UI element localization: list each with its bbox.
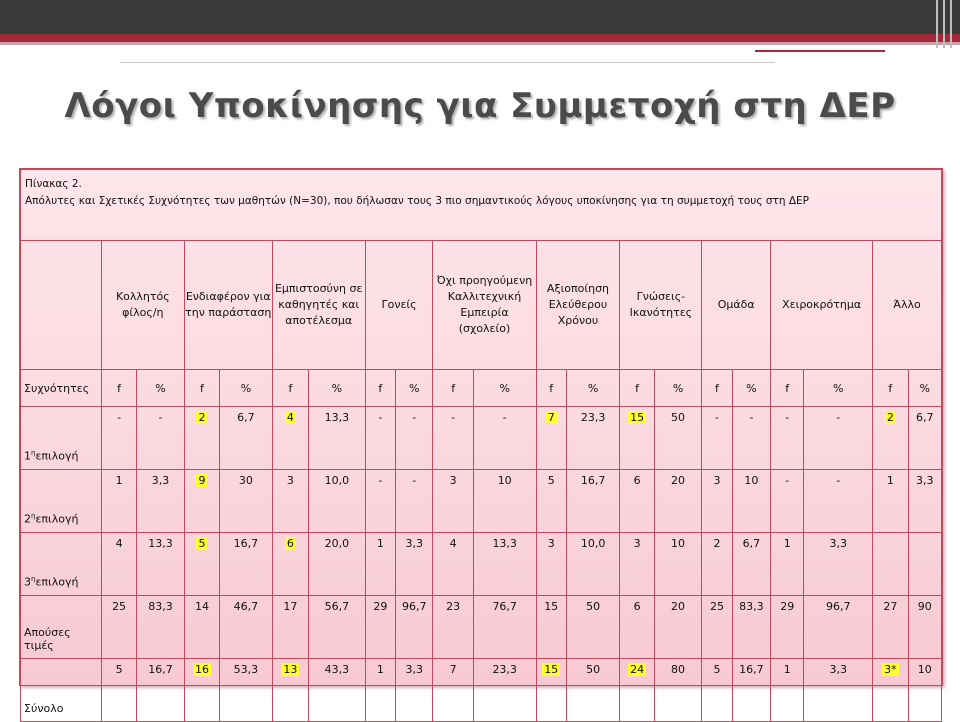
percent-column-header: %	[654, 370, 702, 407]
percent-value-cell	[654, 596, 702, 659]
percent-value-cell	[908, 533, 941, 596]
cell-value: 3,3	[151, 474, 170, 487]
f-value-cell	[771, 470, 804, 533]
cell-value: 15	[544, 663, 559, 676]
f-value-cell	[536, 533, 566, 596]
f-value-cell	[101, 407, 136, 470]
percent-column-header: %	[732, 370, 770, 407]
f-value-cell	[272, 407, 308, 470]
row-label-superscript: η	[31, 512, 36, 521]
percent-value-cell	[137, 470, 185, 533]
cell-value: 5	[713, 663, 721, 676]
f-value-cell	[365, 596, 395, 659]
row-label: Συχνότητες	[21, 370, 102, 407]
cell-value: -	[502, 411, 507, 424]
cell-value: 30	[238, 474, 253, 487]
category-header: Γνώσεις- Ικανότητες	[620, 241, 702, 370]
f-value-cell	[101, 659, 136, 722]
cell-value: 13,3	[492, 537, 517, 550]
f-value-cell	[873, 533, 908, 596]
row-label	[21, 533, 102, 596]
cell-value: 10	[744, 474, 759, 487]
cell-value: 25	[709, 600, 724, 613]
percent-value-cell	[566, 659, 620, 722]
cell-value: -	[836, 474, 841, 487]
f-value-cell	[101, 470, 136, 533]
percent-value-cell	[654, 407, 702, 470]
f-value-cell	[620, 470, 654, 533]
percent-column-header: %	[396, 370, 433, 407]
percent-column-header: %	[908, 370, 941, 407]
cell-value: 27	[883, 600, 898, 613]
table-row	[21, 533, 942, 596]
row-label	[21, 659, 102, 722]
cell-value: 7	[449, 663, 457, 676]
cell-value: 23,3	[580, 411, 606, 424]
cell-value: 7	[547, 411, 555, 424]
f-value-cell	[620, 533, 654, 596]
cell-value: -	[412, 411, 417, 424]
f-value-cell	[873, 659, 908, 722]
caption-row	[21, 170, 942, 241]
row-label	[21, 596, 102, 659]
f-value-cell	[536, 659, 566, 722]
f-value-cell	[433, 407, 473, 470]
top-bar	[0, 0, 960, 34]
f-value-cell	[433, 659, 473, 722]
cell-value: 13,3	[148, 537, 173, 550]
cell-value: 16	[194, 663, 209, 676]
cell-value: 20	[671, 474, 686, 487]
f-value-cell	[536, 596, 566, 659]
category-header: Γονείς	[365, 241, 433, 370]
cell-value: -	[378, 411, 383, 424]
cell-value: 10,0	[324, 474, 350, 487]
percent-value-cell	[396, 533, 433, 596]
cell-value: 14	[194, 600, 209, 613]
f-column-header: f	[620, 370, 654, 407]
cell-value: 1	[115, 474, 123, 487]
cell-value: 4	[286, 411, 294, 424]
percent-value-cell	[654, 470, 702, 533]
cell-value: 4	[115, 537, 123, 550]
f-value-cell	[365, 659, 395, 722]
accent-line-red	[755, 50, 885, 52]
percent-value-cell	[309, 659, 366, 722]
cell-value: 1	[376, 537, 384, 550]
cell-value: 50	[586, 663, 601, 676]
cell-value: 24	[630, 663, 645, 676]
row-label	[21, 470, 102, 533]
cell-value: -	[785, 411, 790, 424]
cell-value: 3	[633, 537, 641, 550]
table-caption	[21, 170, 942, 241]
percent-value-cell	[566, 596, 620, 659]
percent-value-cell	[908, 407, 941, 470]
percent-value-cell	[220, 407, 273, 470]
cell-value: 2	[713, 537, 721, 550]
f-value-cell	[702, 407, 732, 470]
table-body	[21, 407, 942, 722]
decorative-stripe	[943, 0, 945, 48]
cell-value: 5	[198, 537, 206, 550]
cell-value: 3	[449, 474, 457, 487]
f-column-header: f	[365, 370, 395, 407]
percent-value-cell	[654, 533, 702, 596]
cell-value: 3,3	[916, 474, 934, 487]
cell-value: -	[785, 474, 790, 487]
percent-value-cell	[473, 533, 536, 596]
f-value-cell	[184, 659, 219, 722]
cell-value: -	[412, 474, 417, 487]
cell-value: 10	[671, 537, 686, 550]
data-table	[20, 169, 942, 722]
category-header: Εμπιστοσύνη σε καθηγητές και αποτέλεσμα	[272, 241, 365, 370]
f-value-cell	[620, 407, 654, 470]
percent-column-header: %	[473, 370, 536, 407]
cell-value: 6	[286, 537, 294, 550]
cell-value: 50	[586, 600, 601, 613]
top-red-band	[0, 34, 960, 42]
percent-value-cell	[804, 596, 873, 659]
percent-column-header: %	[804, 370, 873, 407]
frequency-label-row	[21, 370, 942, 407]
cell-value: 16,7	[739, 663, 764, 676]
cell-value: 29	[373, 600, 388, 613]
f-value-cell	[620, 659, 654, 722]
cell-value: -	[749, 411, 754, 424]
f-value-cell	[365, 533, 395, 596]
f-value-cell	[272, 533, 308, 596]
f-value-cell	[184, 533, 219, 596]
percent-column-header: %	[220, 370, 273, 407]
f-value-cell	[101, 533, 136, 596]
f-column-header: f	[184, 370, 219, 407]
cell-value: 15	[544, 600, 559, 613]
cell-value: 4	[449, 537, 457, 550]
cell-value: 9	[198, 474, 206, 487]
percent-value-cell	[804, 470, 873, 533]
header-corner	[21, 241, 102, 370]
category-header: Ομάδα	[702, 241, 771, 370]
percent-value-cell	[309, 533, 366, 596]
category-header: Άλλο	[873, 241, 942, 370]
accent-line	[120, 62, 775, 63]
cell-value: 96,7	[826, 600, 851, 613]
cell-value: 96,7	[401, 600, 427, 613]
cell-value: 80	[671, 663, 686, 676]
percent-value-cell	[309, 407, 366, 470]
percent-value-cell	[566, 533, 620, 596]
row-label-text: επιλογή	[35, 450, 79, 463]
table-row	[21, 407, 942, 470]
cell-value: 3	[713, 474, 721, 487]
percent-value-cell	[396, 659, 433, 722]
cell-value: 6,7	[916, 411, 934, 424]
f-column-header: f	[702, 370, 732, 407]
cell-value: 3,3	[829, 537, 848, 550]
percent-value-cell	[732, 659, 770, 722]
cell-value: 3*	[884, 663, 897, 676]
percent-value-cell	[654, 659, 702, 722]
percent-value-cell	[908, 470, 941, 533]
row-label-text: Απούσες τιμές	[24, 626, 71, 652]
percent-value-cell	[566, 470, 620, 533]
cell-value: 25	[112, 600, 127, 613]
row-label-text: επιλογή	[35, 576, 79, 589]
row-label-number: 3	[24, 576, 31, 589]
percent-column-header: %	[309, 370, 366, 407]
cell-value: 10,0	[580, 537, 606, 550]
f-value-cell	[702, 596, 732, 659]
percent-column-header: %	[137, 370, 185, 407]
percent-value-cell	[732, 407, 770, 470]
cell-value: 3,3	[405, 663, 423, 676]
decorative-stripe	[936, 0, 938, 48]
cell-value: -	[451, 411, 456, 424]
top-thin-band	[0, 42, 960, 45]
percent-value-cell	[473, 659, 536, 722]
cell-value: 2	[886, 411, 894, 424]
cell-value: 20,0	[324, 537, 350, 550]
cell-value: 10	[497, 474, 512, 487]
f-value-cell	[771, 407, 804, 470]
caption-title: Πίνακας 2.	[25, 178, 82, 190]
f-value-cell	[365, 407, 395, 470]
row-label-number: 1	[24, 450, 31, 463]
percent-value-cell	[137, 407, 185, 470]
category-header: Όχι προηγούμενη Καλλιτεχνική Εμπειρία (σχολείο)	[433, 241, 536, 370]
cell-value: -	[836, 411, 841, 424]
cell-value: 2	[198, 411, 206, 424]
cell-value: 23,3	[492, 663, 517, 676]
cell-value: -	[714, 411, 719, 424]
cell-value: 76,7	[492, 600, 517, 613]
cell-value: 56,7	[324, 600, 350, 613]
percent-value-cell	[908, 596, 941, 659]
f-value-cell	[873, 407, 908, 470]
cell-value: 3	[547, 537, 555, 550]
f-value-cell	[433, 596, 473, 659]
f-column-header: f	[272, 370, 308, 407]
f-value-cell	[184, 470, 219, 533]
percent-value-cell	[396, 407, 433, 470]
f-value-cell	[702, 533, 732, 596]
cell-value: 53,3	[233, 663, 259, 676]
percent-value-cell	[220, 596, 273, 659]
data-table-frame	[19, 168, 943, 715]
row-label-text: Σύνολο	[24, 702, 64, 715]
f-value-cell	[433, 533, 473, 596]
f-value-cell	[873, 470, 908, 533]
cell-value: 90	[917, 600, 932, 613]
cell-value: 6	[633, 474, 641, 487]
row-label-superscript: η	[31, 449, 36, 458]
percent-value-cell	[137, 533, 185, 596]
decorative-stripe	[950, 0, 952, 48]
row-label-superscript: η	[31, 575, 36, 584]
f-value-cell	[101, 596, 136, 659]
row-label	[21, 407, 102, 470]
percent-value-cell	[908, 659, 941, 722]
f-value-cell	[771, 659, 804, 722]
f-value-cell	[873, 596, 908, 659]
cell-value: 46,7	[233, 600, 259, 613]
cell-value: 83,3	[739, 600, 764, 613]
percent-value-cell	[220, 659, 273, 722]
cell-value: 1	[783, 537, 791, 550]
cell-value: -	[158, 411, 163, 424]
f-column-header: f	[433, 370, 473, 407]
percent-value-cell	[804, 533, 873, 596]
percent-value-cell	[220, 533, 273, 596]
cell-value: 5	[547, 474, 555, 487]
cell-value: 6,7	[742, 537, 761, 550]
cell-value: 83,3	[148, 600, 173, 613]
category-header: Χειροκρότημα	[771, 241, 873, 370]
cell-value: 1	[376, 663, 384, 676]
cell-value: 13	[283, 663, 298, 676]
percent-value-cell	[473, 470, 536, 533]
table-row	[21, 659, 942, 722]
f-value-cell	[272, 596, 308, 659]
cell-value: 16,7	[580, 474, 606, 487]
cell-value: 50	[671, 411, 686, 424]
f-value-cell	[184, 596, 219, 659]
cell-value: 29	[780, 600, 795, 613]
f-column-header: f	[873, 370, 908, 407]
percent-value-cell	[732, 596, 770, 659]
caption-description: Απόλυτες και Σχετικές Συχνότητες των μαθητών (Ν=30), που δήλωσαν τους 3 πιο σημαντικούς λόγους υποκίνησης για τη συμμετοχή τους στη ΔΕΡ	[25, 195, 809, 207]
cell-value: 16,7	[233, 537, 259, 550]
percent-value-cell	[473, 407, 536, 470]
f-value-cell	[433, 470, 473, 533]
f-value-cell	[702, 659, 732, 722]
cell-value: 13,3	[324, 411, 350, 424]
percent-value-cell	[732, 470, 770, 533]
cell-value: 1	[783, 663, 791, 676]
percent-value-cell	[732, 533, 770, 596]
cell-value: 3,3	[405, 537, 423, 550]
percent-value-cell	[396, 470, 433, 533]
f-column-header: f	[771, 370, 804, 407]
cell-value: 6,7	[237, 411, 255, 424]
percent-value-cell	[804, 407, 873, 470]
f-value-cell	[184, 407, 219, 470]
f-value-cell	[771, 596, 804, 659]
category-header: Αξιοποίηση Ελεύθερου Χρόνου	[536, 241, 620, 370]
cell-value: 15	[630, 411, 645, 424]
percent-value-cell	[137, 596, 185, 659]
row-label-number: 2	[24, 513, 31, 526]
f-value-cell	[536, 470, 566, 533]
f-column-header: f	[101, 370, 136, 407]
cell-value: -	[117, 411, 122, 424]
percent-value-cell	[309, 470, 366, 533]
percent-value-cell	[309, 596, 366, 659]
cell-value: 10	[917, 663, 932, 676]
percent-value-cell	[473, 596, 536, 659]
cell-value: 20	[671, 600, 686, 613]
cell-value: 6	[633, 600, 641, 613]
row-label-text: επιλογή	[35, 513, 79, 526]
category-header-row	[21, 241, 942, 370]
f-value-cell	[365, 470, 395, 533]
percent-value-cell	[396, 596, 433, 659]
f-value-cell	[536, 407, 566, 470]
percent-value-cell	[137, 659, 185, 722]
percent-column-header: %	[566, 370, 620, 407]
cell-value: 16,7	[148, 663, 173, 676]
cell-value: 1	[886, 474, 894, 487]
cell-value: 23	[446, 600, 461, 613]
cell-value: 5	[115, 663, 123, 676]
f-value-cell	[620, 596, 654, 659]
f-value-cell	[272, 470, 308, 533]
table-row	[21, 596, 942, 659]
f-column-header: f	[536, 370, 566, 407]
category-header: Ενδιαφέρον για την παράσταση	[184, 241, 272, 370]
cell-value: 43,3	[324, 663, 350, 676]
percent-value-cell	[220, 470, 273, 533]
f-value-cell	[702, 470, 732, 533]
slide-title: Λόγοι Υποκίνησης για Συμμετοχή στη ΔΕΡ	[64, 86, 896, 126]
percent-value-cell	[804, 659, 873, 722]
cell-value: 3,3	[829, 663, 848, 676]
cell-value: -	[378, 474, 383, 487]
cell-value: 17	[283, 600, 298, 613]
f-value-cell	[771, 533, 804, 596]
table-row	[21, 470, 942, 533]
cell-value: 3	[286, 474, 294, 487]
f-value-cell	[272, 659, 308, 722]
percent-value-cell	[566, 407, 620, 470]
category-header: Κολλητός φίλος/η	[101, 241, 184, 370]
